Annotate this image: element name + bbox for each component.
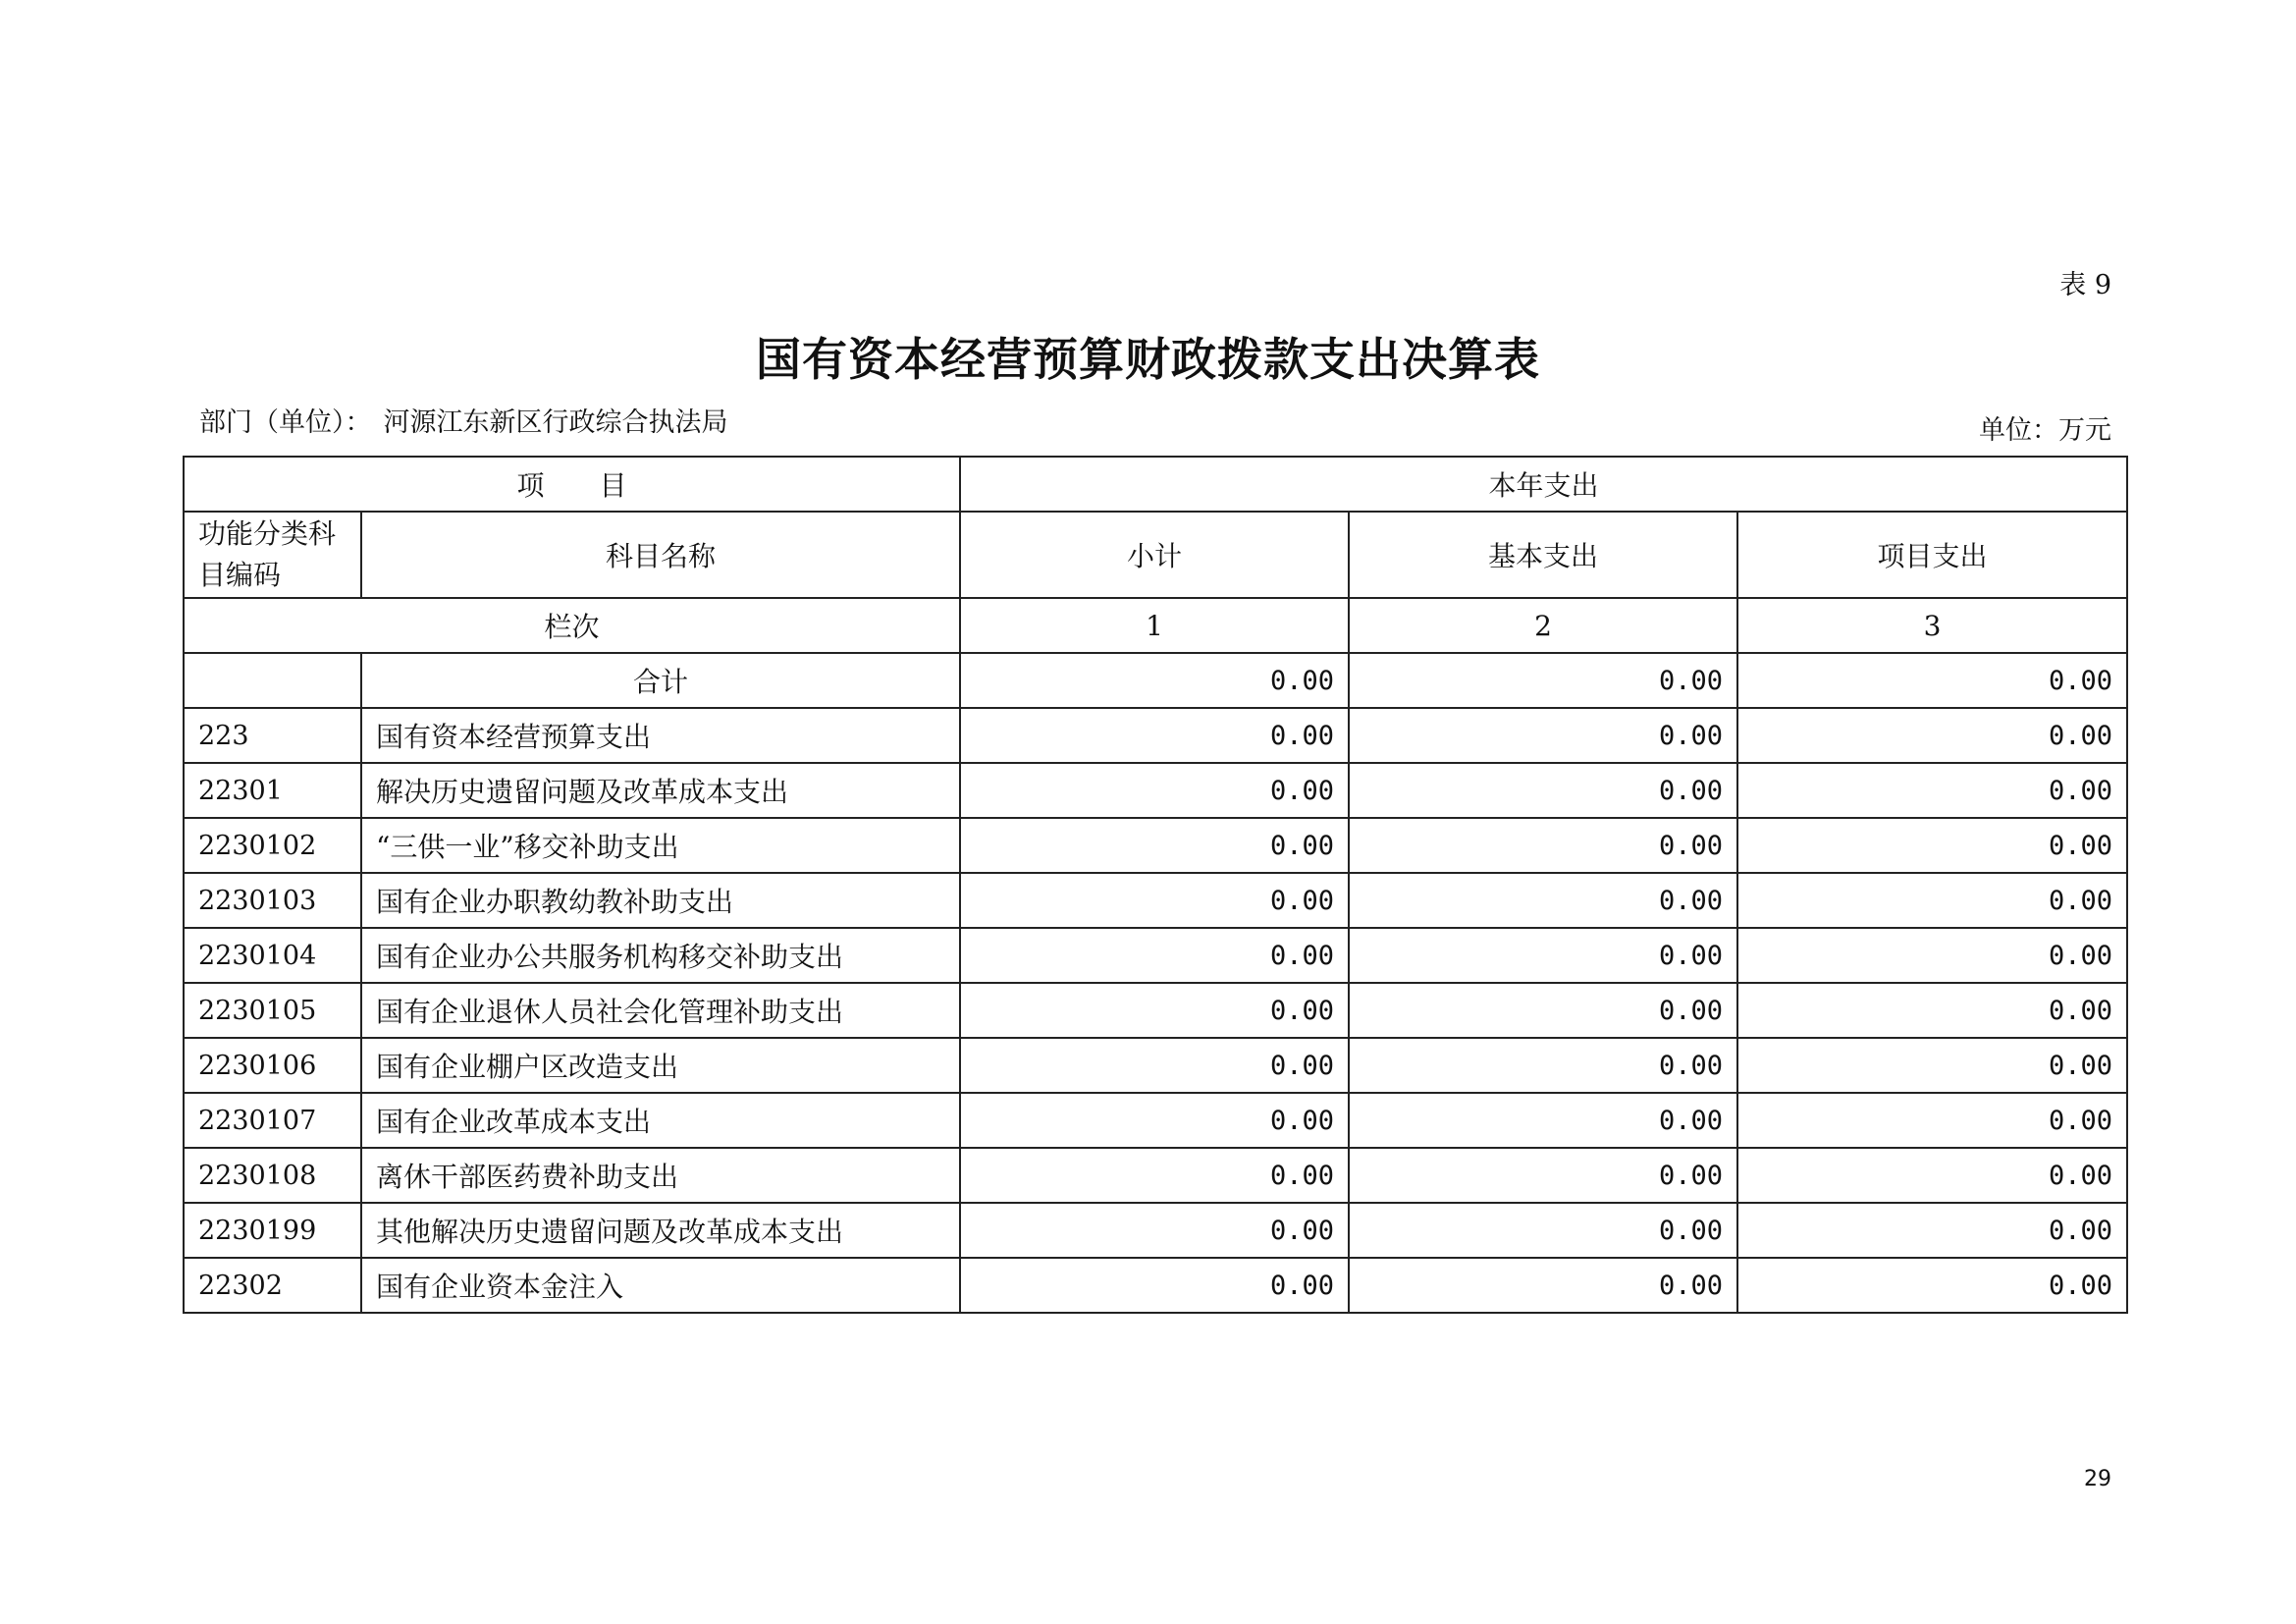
row-subtotal: 0.00 xyxy=(960,928,1349,983)
row-name: 国有企业棚户区改造支出 xyxy=(361,1038,960,1093)
total-project: 0.00 xyxy=(1737,653,2127,708)
total-code xyxy=(184,653,361,708)
table-body xyxy=(184,457,2127,1313)
page-title: 国有资本经营预算财政拨款支出决算表 xyxy=(756,333,1540,386)
table-number: 表 9 xyxy=(2059,270,2111,300)
table-row xyxy=(184,1148,2127,1203)
row-basic: 0.00 xyxy=(1349,1093,1737,1148)
row-basic: 0.00 xyxy=(1349,763,1737,818)
row-project: 0.00 xyxy=(1737,873,2127,928)
expenditure-table xyxy=(183,456,2128,1314)
table-row xyxy=(184,928,2127,983)
row-project: 0.00 xyxy=(1737,763,2127,818)
row-basic: 0.00 xyxy=(1349,873,1737,928)
row-name: 国有企业退休人员社会化管理补助支出 xyxy=(361,983,960,1038)
total-label: 合计 xyxy=(361,653,960,708)
row-project: 0.00 xyxy=(1737,983,2127,1038)
table-row xyxy=(184,983,2127,1038)
total-row xyxy=(184,653,2127,708)
header-subtotal: 小计 xyxy=(960,512,1349,598)
header-current-year: 本年支出 xyxy=(960,457,2127,512)
table-row xyxy=(184,763,2127,818)
row-basic: 0.00 xyxy=(1349,1258,1737,1313)
header-project: 项目支出 xyxy=(1737,512,2127,598)
row-code: 2230108 xyxy=(184,1148,361,1203)
row-name: 其他解决历史遗留问题及改革成本支出 xyxy=(361,1203,960,1258)
table-row xyxy=(184,1258,2127,1313)
unit-label: 单位：万元 xyxy=(1979,415,2111,446)
row-subtotal: 0.00 xyxy=(960,818,1349,873)
department-line xyxy=(199,401,728,439)
row-subtotal: 0.00 xyxy=(960,1038,1349,1093)
row-name: “三供一业”移交补助支出 xyxy=(361,818,960,873)
row-name: 解决历史遗留问题及改革成本支出 xyxy=(361,763,960,818)
row-code: 22302 xyxy=(184,1258,361,1313)
row-project: 0.00 xyxy=(1737,708,2127,763)
row-basic: 0.00 xyxy=(1349,818,1737,873)
table-row xyxy=(184,873,2127,928)
row-project: 0.00 xyxy=(1737,1203,2127,1258)
header-item: 项 目 xyxy=(184,457,960,512)
row-basic: 0.00 xyxy=(1349,1148,1737,1203)
row-subtotal: 0.00 xyxy=(960,1093,1349,1148)
row-project: 0.00 xyxy=(1737,1148,2127,1203)
row-name: 国有企业办职教幼教补助支出 xyxy=(361,873,960,928)
row-subtotal: 0.00 xyxy=(960,873,1349,928)
column-order-label: 栏次 xyxy=(184,598,960,653)
row-project: 0.00 xyxy=(1737,928,2127,983)
total-basic: 0.00 xyxy=(1349,653,1737,708)
row-project: 0.00 xyxy=(1737,1093,2127,1148)
row-code: 2230103 xyxy=(184,873,361,928)
row-code: 22301 xyxy=(184,763,361,818)
row-basic: 0.00 xyxy=(1349,983,1737,1038)
row-name: 国有资本经营预算支出 xyxy=(361,708,960,763)
column-order-3: 3 xyxy=(1737,598,2127,653)
department-value: 河源江东新区行政综合执法局 xyxy=(383,407,728,438)
table-row xyxy=(184,1093,2127,1148)
row-basic: 0.00 xyxy=(1349,708,1737,763)
table-row xyxy=(184,1038,2127,1093)
department-label: 部门（单位）： xyxy=(199,407,372,438)
row-basic: 0.00 xyxy=(1349,1038,1737,1093)
row-code: 2230102 xyxy=(184,818,361,873)
page-number: 29 xyxy=(2084,1467,2111,1491)
total-subtotal: 0.00 xyxy=(960,653,1349,708)
row-code: 2230106 xyxy=(184,1038,361,1093)
row-subtotal: 0.00 xyxy=(960,1203,1349,1258)
header-basic: 基本支出 xyxy=(1349,512,1737,598)
row-name: 离休干部医药费补助支出 xyxy=(361,1148,960,1203)
row-name: 国有企业改革成本支出 xyxy=(361,1093,960,1148)
row-subtotal: 0.00 xyxy=(960,1148,1349,1203)
row-subtotal: 0.00 xyxy=(960,708,1349,763)
row-code: 2230107 xyxy=(184,1093,361,1148)
row-basic: 0.00 xyxy=(1349,928,1737,983)
table-row xyxy=(184,708,2127,763)
row-subtotal: 0.00 xyxy=(960,1258,1349,1313)
header-row-2 xyxy=(184,512,2127,598)
row-subtotal: 0.00 xyxy=(960,763,1349,818)
column-order-2: 2 xyxy=(1349,598,1737,653)
row-name: 国有企业资本金注入 xyxy=(361,1258,960,1313)
table-row xyxy=(184,818,2127,873)
row-code: 2230199 xyxy=(184,1203,361,1258)
header-code: 功能分类科目编码 xyxy=(184,512,361,598)
table-row xyxy=(184,1203,2127,1258)
header-row-1 xyxy=(184,457,2127,512)
header-name: 科目名称 xyxy=(361,512,960,598)
row-project: 0.00 xyxy=(1737,818,2127,873)
row-subtotal: 0.00 xyxy=(960,983,1349,1038)
column-order-1: 1 xyxy=(960,598,1349,653)
row-code: 2230105 xyxy=(184,983,361,1038)
row-project: 0.00 xyxy=(1737,1258,2127,1313)
row-basic: 0.00 xyxy=(1349,1203,1737,1258)
row-name: 国有企业办公共服务机构移交补助支出 xyxy=(361,928,960,983)
row-code: 223 xyxy=(184,708,361,763)
row-project: 0.00 xyxy=(1737,1038,2127,1093)
column-order-row xyxy=(184,598,2127,653)
row-code: 2230104 xyxy=(184,928,361,983)
